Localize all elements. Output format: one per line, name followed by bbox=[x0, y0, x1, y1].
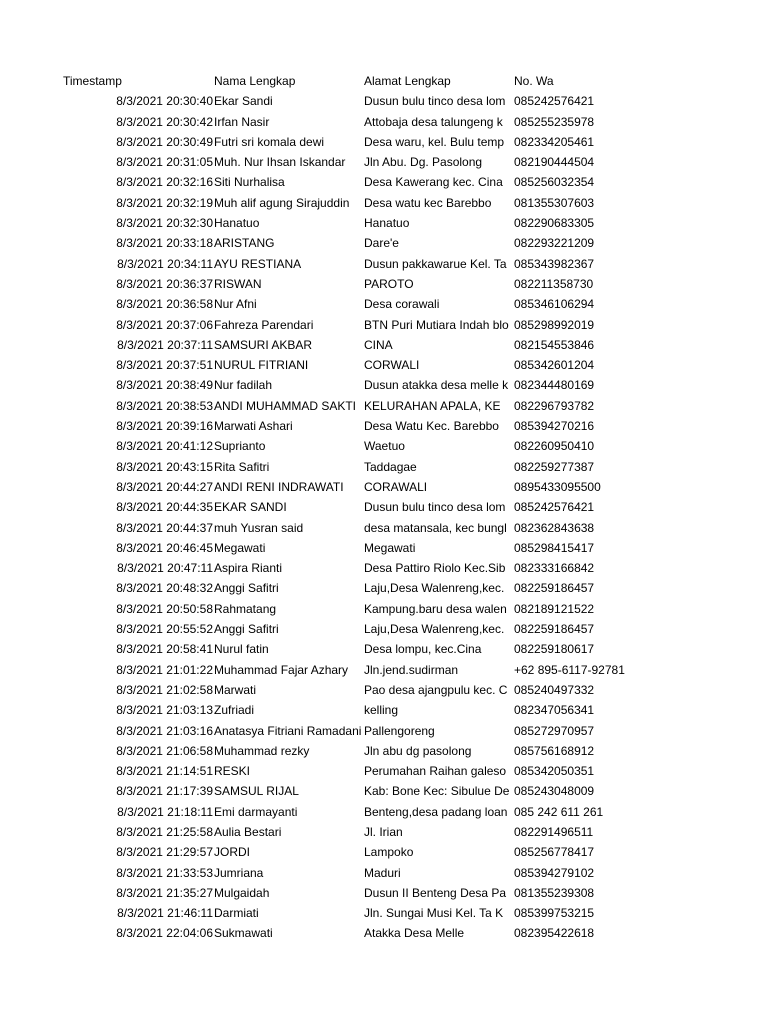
cell-address: Desa watu kec Barebbo bbox=[364, 195, 492, 210]
cell-name: Muhammad rezky bbox=[214, 743, 310, 758]
cell-name: Hanatuo bbox=[214, 216, 260, 231]
table-row bbox=[63, 520, 753, 540]
cell-timestamp: 8/3/2021 20:50:58 bbox=[116, 601, 213, 616]
cell-wa: 082395422618 bbox=[514, 926, 595, 941]
table-row bbox=[63, 195, 753, 215]
cell-timestamp: 8/3/2021 20:58:41 bbox=[116, 642, 213, 657]
cell-wa: 085256032354 bbox=[514, 175, 595, 190]
cell-address: kelling bbox=[364, 703, 399, 718]
cell-name: Anatasya Fitriani Ramadani bbox=[214, 723, 362, 738]
cell-name: Nur Afni bbox=[214, 297, 257, 312]
table-row bbox=[63, 682, 753, 702]
cell-name: ANDI RENI INDRAWATI bbox=[214, 479, 344, 494]
cell-wa: 082296793782 bbox=[514, 398, 595, 413]
cell-address: Desa waru, kel. Bulu temp bbox=[364, 134, 505, 149]
cell-timestamp: 8/3/2021 21:14:51 bbox=[116, 764, 213, 779]
cell-timestamp: 8/3/2021 20:33:18 bbox=[116, 236, 213, 251]
cell-address: Dare'e bbox=[364, 236, 399, 251]
cell-name: Emi darmayanti bbox=[214, 804, 298, 819]
cell-timestamp: 8/3/2021 21:33:53 bbox=[116, 865, 213, 880]
cell-timestamp: 8/3/2021 21:46:11 bbox=[117, 906, 213, 921]
cell-address: KELURAHAN APALA, KE bbox=[364, 398, 501, 413]
cell-wa: 082344480169 bbox=[514, 378, 595, 393]
cell-name: muh Yusran said bbox=[214, 520, 304, 535]
cell-address: Desa Pattiro Riolo Kec.Sib bbox=[364, 561, 506, 576]
cell-name: Marwati Ashari bbox=[214, 419, 293, 434]
cell-address: Perumahan Raihan galeso bbox=[364, 764, 507, 779]
cell-wa: 082347056341 bbox=[514, 703, 595, 718]
cell-timestamp: 8/3/2021 21:35:27 bbox=[116, 885, 213, 900]
cell-wa: 081355307603 bbox=[514, 195, 595, 210]
cell-name: Jumriana bbox=[214, 865, 264, 880]
cell-wa: 085298415417 bbox=[514, 540, 595, 555]
cell-wa: 085 242 611 261 bbox=[514, 804, 604, 819]
cell-wa: 082290683305 bbox=[514, 216, 595, 231]
cell-name: Marwati bbox=[214, 682, 257, 697]
cell-wa: 082333166842 bbox=[514, 561, 595, 576]
cell-timestamp: 8/3/2021 20:31:05 bbox=[116, 155, 213, 170]
cell-address: Atakka Desa Melle bbox=[364, 926, 465, 941]
cell-name: Muh. Nur Ihsan Iskandar bbox=[214, 155, 346, 170]
cell-address: Benteng,desa padang loan bbox=[364, 804, 508, 819]
cell-timestamp: 8/3/2021 20:44:37 bbox=[116, 520, 213, 535]
cell-wa: 085343982367 bbox=[514, 256, 595, 271]
cell-timestamp: 8/3/2021 20:30:40 bbox=[116, 94, 213, 109]
cell-wa: 085342601204 bbox=[514, 358, 595, 373]
table-row bbox=[63, 885, 753, 905]
header-address: Alamat Lengkap bbox=[364, 74, 451, 88]
cell-name: SAMSUL RIJAL bbox=[214, 784, 299, 799]
cell-address: CINA bbox=[364, 337, 393, 352]
header-timestamp: Timestamp bbox=[63, 74, 122, 88]
table-row bbox=[63, 540, 753, 560]
table-row bbox=[63, 317, 753, 337]
cell-name: Muhammad Fajar Azhary bbox=[214, 662, 349, 677]
cell-name: ANDI MUHAMMAD SAKTI bbox=[214, 398, 357, 413]
cell-wa: 085394279102 bbox=[514, 865, 595, 880]
table-row bbox=[63, 723, 753, 743]
cell-name: Darmiati bbox=[214, 906, 259, 921]
cell-name: Rahmatang bbox=[214, 601, 277, 616]
cell-address: Kab: Bone Kec: Sibulue De bbox=[364, 784, 510, 799]
cell-wa: 082189121522 bbox=[514, 601, 595, 616]
cell-wa: 0895433095500 bbox=[514, 479, 601, 494]
table-row bbox=[63, 114, 753, 134]
cell-timestamp: 8/3/2021 20:41:12 bbox=[116, 439, 213, 454]
cell-name: Ekar Sandi bbox=[214, 94, 273, 109]
cell-name: Nurul fatin bbox=[214, 642, 269, 657]
cell-wa: 082211358730 bbox=[514, 276, 594, 291]
table-row bbox=[63, 560, 753, 580]
table-row bbox=[63, 235, 753, 255]
cell-wa: 085240497332 bbox=[514, 682, 595, 697]
cell-timestamp: 8/3/2021 20:44:27 bbox=[116, 479, 213, 494]
cell-wa: 085255235978 bbox=[514, 114, 595, 129]
cell-timestamp: 8/3/2021 20:44:35 bbox=[116, 500, 213, 515]
cell-name: Aspira Rianti bbox=[214, 561, 283, 576]
table-row bbox=[63, 905, 753, 925]
cell-timestamp: 8/3/2021 21:06:58 bbox=[116, 743, 213, 758]
cell-name: RESKI bbox=[214, 764, 251, 779]
cell-wa: 082291496511 bbox=[514, 824, 594, 839]
cell-address: Laju,Desa Walenreng,kec. bbox=[364, 622, 505, 637]
cell-timestamp: 8/3/2021 20:30:49 bbox=[116, 134, 213, 149]
cell-timestamp: 8/3/2021 20:30:42 bbox=[116, 114, 213, 129]
cell-name: Sukmawati bbox=[214, 926, 273, 941]
cell-address: desa matansala, kec bungl bbox=[364, 520, 507, 535]
cell-wa: 082259186457 bbox=[514, 622, 595, 637]
cell-timestamp: 8/3/2021 20:32:16 bbox=[116, 175, 213, 190]
table-row bbox=[63, 276, 753, 296]
cell-name: Zufriadi bbox=[214, 703, 255, 718]
cell-timestamp: 8/3/2021 20:39:16 bbox=[116, 419, 213, 434]
cell-wa: 081355239308 bbox=[514, 885, 595, 900]
cell-address: Dusun pakkawarue Kel. Ta bbox=[364, 256, 507, 271]
cell-name: AYU RESTIANA bbox=[214, 256, 302, 271]
cell-name: Megawati bbox=[214, 540, 266, 555]
table-row bbox=[63, 601, 753, 621]
cell-timestamp: 8/3/2021 20:37:06 bbox=[116, 317, 213, 332]
cell-name: RISWAN bbox=[214, 276, 262, 291]
cell-timestamp: 8/3/2021 20:43:15 bbox=[116, 459, 213, 474]
cell-address: Jln abu dg pasolong bbox=[364, 743, 472, 758]
table-row bbox=[63, 438, 753, 458]
cell-timestamp: 8/3/2021 21:02:58 bbox=[116, 682, 213, 697]
cell-timestamp: 8/3/2021 21:17:39 bbox=[116, 784, 213, 799]
cell-timestamp: 8/3/2021 20:32:30 bbox=[116, 216, 213, 231]
cell-timestamp: 8/3/2021 20:34:11 bbox=[117, 256, 213, 271]
cell-timestamp: 8/3/2021 22:04:06 bbox=[116, 926, 213, 941]
cell-wa: 085756168912 bbox=[514, 743, 595, 758]
table-row bbox=[63, 499, 753, 519]
cell-address: BTN Puri Mutiara Indah blo bbox=[364, 317, 509, 332]
cell-name: Suprianto bbox=[214, 439, 266, 454]
cell-wa: 082190444504 bbox=[514, 155, 595, 170]
cell-name: Aulia Bestari bbox=[214, 824, 282, 839]
cell-timestamp: 8/3/2021 20:55:52 bbox=[116, 622, 213, 637]
spreadsheet bbox=[63, 73, 753, 946]
table-row bbox=[63, 865, 753, 885]
table-row bbox=[63, 763, 753, 783]
table-row bbox=[63, 296, 753, 316]
table-row bbox=[63, 93, 753, 113]
cell-address: Attobaja desa talungeng k bbox=[364, 114, 503, 129]
cell-timestamp: 8/3/2021 20:32:19 bbox=[116, 195, 213, 210]
cell-name: SAMSURI AKBAR bbox=[214, 337, 313, 352]
cell-address: Desa corawali bbox=[364, 297, 440, 312]
table-row bbox=[63, 256, 753, 276]
cell-address: Jln. Sungai Musi Kel. Ta K bbox=[364, 906, 504, 921]
cell-address: Jln Abu. Dg. Pasolong bbox=[364, 155, 483, 170]
cell-timestamp: 8/3/2021 21:25:58 bbox=[116, 824, 213, 839]
table-row bbox=[63, 134, 753, 154]
cell-wa: 082259186457 bbox=[514, 581, 595, 596]
table-row bbox=[63, 621, 753, 641]
table-row bbox=[63, 337, 753, 357]
cell-address: Dusun bulu tinco desa lom bbox=[364, 500, 506, 515]
table-row bbox=[63, 702, 753, 722]
cell-wa: 085256778417 bbox=[514, 845, 595, 860]
cell-wa: 085399753215 bbox=[514, 906, 595, 921]
cell-timestamp: 8/3/2021 20:36:37 bbox=[116, 276, 213, 291]
cell-address: Pao desa ajangpulu kec. C bbox=[364, 682, 508, 697]
table-row bbox=[63, 479, 753, 499]
table-row bbox=[63, 804, 753, 824]
cell-name: Mulgaidah bbox=[214, 885, 270, 900]
cell-address: Pallengoreng bbox=[364, 723, 435, 738]
table-row bbox=[63, 844, 753, 864]
cell-wa: 082293221209 bbox=[514, 236, 595, 251]
cell-timestamp: 8/3/2021 20:38:53 bbox=[116, 398, 213, 413]
cell-wa: 085242576421 bbox=[514, 94, 595, 109]
header-row bbox=[63, 73, 753, 93]
cell-wa: 082154553846 bbox=[514, 337, 595, 352]
cell-wa: 082259277387 bbox=[514, 459, 595, 474]
cell-address: Desa Watu Kec. Barebbo bbox=[364, 419, 499, 434]
cell-timestamp: 8/3/2021 20:48:32 bbox=[116, 581, 213, 596]
cell-wa: 085346106294 bbox=[514, 297, 595, 312]
cell-timestamp: 8/3/2021 20:36:58 bbox=[116, 297, 213, 312]
cell-timestamp: 8/3/2021 21:29:57 bbox=[116, 845, 213, 860]
cell-address: Megawati bbox=[364, 540, 416, 555]
cell-wa: 082362843638 bbox=[514, 520, 595, 535]
table-row bbox=[63, 824, 753, 844]
cell-name: Rita Safitri bbox=[214, 459, 270, 474]
cell-address: PAROTO bbox=[364, 276, 414, 291]
table-row bbox=[63, 215, 753, 235]
cell-address: Dusun bulu tinco desa lom bbox=[364, 94, 506, 109]
cell-name: ARISTANG bbox=[214, 236, 275, 251]
cell-timestamp: 8/3/2021 20:37:51 bbox=[116, 358, 213, 373]
table-row bbox=[63, 743, 753, 763]
cell-timestamp: 8/3/2021 20:47:11 bbox=[117, 561, 213, 576]
cell-address: Maduri bbox=[364, 865, 401, 880]
cell-name: Anggi Safitri bbox=[214, 581, 279, 596]
cell-address: Dusun atakka desa melle k bbox=[364, 378, 509, 393]
cell-address: CORWALI bbox=[364, 358, 420, 373]
cell-address: Taddagae bbox=[364, 459, 417, 474]
table-row bbox=[63, 154, 753, 174]
table-row bbox=[63, 418, 753, 438]
header-name: Nama Lengkap bbox=[214, 74, 296, 88]
cell-timestamp: 8/3/2021 21:01:22 bbox=[116, 662, 213, 677]
cell-name: EKAR SANDI bbox=[214, 500, 287, 515]
cell-name: Muh alif agung Sirajuddin bbox=[214, 195, 350, 210]
cell-timestamp: 8/3/2021 20:46:45 bbox=[116, 540, 213, 555]
cell-wa: 082334205461 bbox=[514, 134, 595, 149]
cell-address: Laju,Desa Walenreng,kec. bbox=[364, 581, 505, 596]
cell-name: NURUL FITRIANI bbox=[214, 358, 309, 373]
table-row bbox=[63, 925, 753, 945]
cell-name: Nur fadilah bbox=[214, 378, 273, 393]
table-row bbox=[63, 398, 753, 418]
cell-address: Kampung.baru desa walen bbox=[364, 601, 507, 616]
cell-wa: 085298992019 bbox=[514, 317, 595, 332]
table-row bbox=[63, 580, 753, 600]
cell-wa: 082259180617 bbox=[514, 642, 595, 657]
cell-name: JORDI bbox=[214, 845, 250, 860]
table-row bbox=[63, 783, 753, 803]
table-row bbox=[63, 662, 753, 682]
cell-name: Fahreza Parendari bbox=[214, 317, 314, 332]
cell-name: Irfan Nasir bbox=[214, 114, 270, 129]
cell-address: Desa lompu, kec.Cina bbox=[364, 642, 482, 657]
cell-wa: 085342050351 bbox=[514, 764, 595, 779]
cell-timestamp: 8/3/2021 21:18:11 bbox=[117, 804, 213, 819]
cell-address: Desa Kawerang kec. Cina bbox=[364, 175, 503, 190]
cell-address: Dusun II Benteng Desa Pa bbox=[364, 885, 507, 900]
cell-wa: 085394270216 bbox=[514, 419, 595, 434]
table-row bbox=[63, 641, 753, 661]
cell-timestamp: 8/3/2021 21:03:16 bbox=[116, 723, 213, 738]
table-row bbox=[63, 174, 753, 194]
cell-name: Anggi Safitri bbox=[214, 622, 279, 637]
table-row bbox=[63, 357, 753, 377]
table-row bbox=[63, 459, 753, 479]
cell-name: Siti Nurhalisa bbox=[214, 175, 285, 190]
cell-address: Waetuo bbox=[364, 439, 405, 454]
cell-timestamp: 8/3/2021 20:38:49 bbox=[116, 378, 213, 393]
cell-address: CORAWALI bbox=[364, 479, 428, 494]
cell-timestamp: 8/3/2021 21:03:13 bbox=[116, 703, 213, 718]
cell-wa: 082260950410 bbox=[514, 439, 595, 454]
table-body bbox=[63, 93, 753, 945]
table-row bbox=[63, 377, 753, 397]
cell-wa: 085243048009 bbox=[514, 784, 595, 799]
cell-address: Jl. Irian bbox=[364, 824, 403, 839]
header-wa: No. Wa bbox=[514, 74, 554, 88]
cell-wa: 085242576421 bbox=[514, 500, 595, 515]
cell-timestamp: 8/3/2021 20:37:11 bbox=[117, 337, 213, 352]
cell-name: Futri sri komala dewi bbox=[214, 134, 325, 149]
cell-wa: 085272970957 bbox=[514, 723, 595, 738]
cell-address: Hanatuo bbox=[364, 216, 410, 231]
cell-wa: +62 895-6117-92781 bbox=[514, 662, 625, 677]
cell-address: Lampoko bbox=[364, 845, 414, 860]
cell-address: Jln.jend.sudirman bbox=[364, 662, 459, 677]
